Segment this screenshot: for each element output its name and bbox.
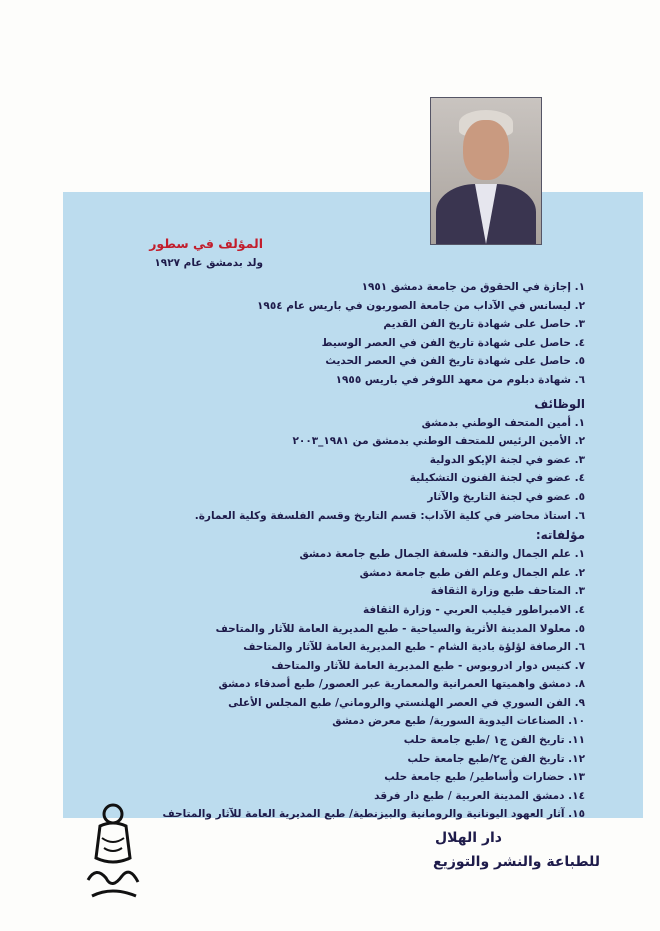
works-heading: مؤلفاته: [535, 528, 585, 543]
publisher-line1: دار الهلال [435, 830, 502, 846]
works-list [105, 545, 585, 824]
list-item: ١٥. آثار العهود اليونانية والرومانية والبيزنطية/ طبع المديرية العامة للآثار والمتاحف [162, 808, 585, 821]
education-list [105, 278, 585, 390]
list-item: ٥. حاصل على شهادة تاريخ الفن في العصر الحديث [325, 355, 585, 368]
list-item: ١٢. تاريخ الفن ج٢/طبع جامعة حلب [407, 752, 585, 765]
list-item: ١١. تاريخ الفن ج١ /طبع جامعة حلب [403, 734, 585, 747]
list-item: ٧. كنيس دوار ادروبوس - طبع المديرية العامة للآثار والمتاحف [271, 659, 585, 672]
list-item: ٣. المتاحف طبع وزارة الثقافة [430, 585, 585, 598]
list-item: ١. علم الجمال والنقد- فلسفة الجمال طبع جامعة دمشق [299, 548, 585, 561]
list-item: ٥. عضو في لجنة التاريخ والآثار [427, 490, 585, 503]
list-item: ١٠. الصناعات اليدوية السورية/ طبع معرض دمشق [332, 715, 585, 728]
list-item: ٦. شهادة دبلوم من معهد اللوفر في باريس ١٩٥٥ [335, 373, 585, 386]
list-item: ١٤. دمشق المدينة العربية / طبع دار فرقد [374, 789, 585, 802]
birth-line: ولد بدمشق عام ١٩٢٧ [154, 257, 263, 269]
list-item: ١. إجازة في الحقوق من جامعة دمشق ١٩٥١ [361, 281, 585, 293]
list-item: ٤. الامبراطور فيليب العربي - وزارة الثقافة [363, 603, 585, 616]
list-item: ٨. دمشق واهميتها العمرانية والمعمارية عبر العصور/ طبع أصدقاء دمشق [218, 678, 585, 691]
list-item: ١٣. حضارات وأساطير/ طبع جامعة حلب [384, 771, 585, 784]
author-photo [430, 97, 542, 245]
author-bio [105, 234, 585, 824]
list-item: ٦. الرصافة لؤلؤة بادية الشام - طبع المديرية العامة للآثار والمتاحف [243, 641, 585, 654]
publisher-logo [82, 800, 144, 906]
positions-list [105, 414, 585, 526]
publisher-name [433, 826, 600, 874]
bio-title: المؤلف في سطور [149, 236, 263, 251]
list-item: ٩. الفن السوري في العصر الهلنستي والروماني/ طبع المجلس الأعلى [228, 696, 585, 709]
list-item: ٥. معلولا المدينة الأثرية والسياحية - طبع المديرية العامة للآثار والمتاحف [215, 622, 585, 635]
publisher-line2: للطباعة والنشر والتوزيع [433, 854, 600, 870]
list-item: ٢. علم الجمال وعلم الفن طبع جامعة دمشق [359, 566, 585, 579]
list-item: ١. أمين المتحف الوطني بدمشق [421, 416, 585, 429]
list-item: ٤. عضو في لجنة الفنون التشكيلية [409, 472, 585, 485]
list-item: ٣. عضو في لجنة الإيكو الدولية [429, 453, 585, 466]
list-item: ٦. استاذ محاضر في كلية الآداب: قسم التاريخ وقسم الفلسفة وكلية العمارة. [194, 509, 585, 522]
positions-heading: الوظائف [534, 396, 585, 411]
list-item: ٣. حاصل على شهادة تاريخ الفن القديم [383, 318, 585, 331]
list-item: ٢. الأمين الرئيس للمتحف الوطني بدمشق من ١٩٨١_٢٠٠٣ [292, 435, 585, 448]
list-item: ٤. حاصل على شهادة تاريخ الفن في العصر الوسيط [321, 336, 585, 349]
list-item: ٢. ليسانس في الآداب من جامعة الصوربون في باريس عام ١٩٥٤ [257, 299, 585, 312]
